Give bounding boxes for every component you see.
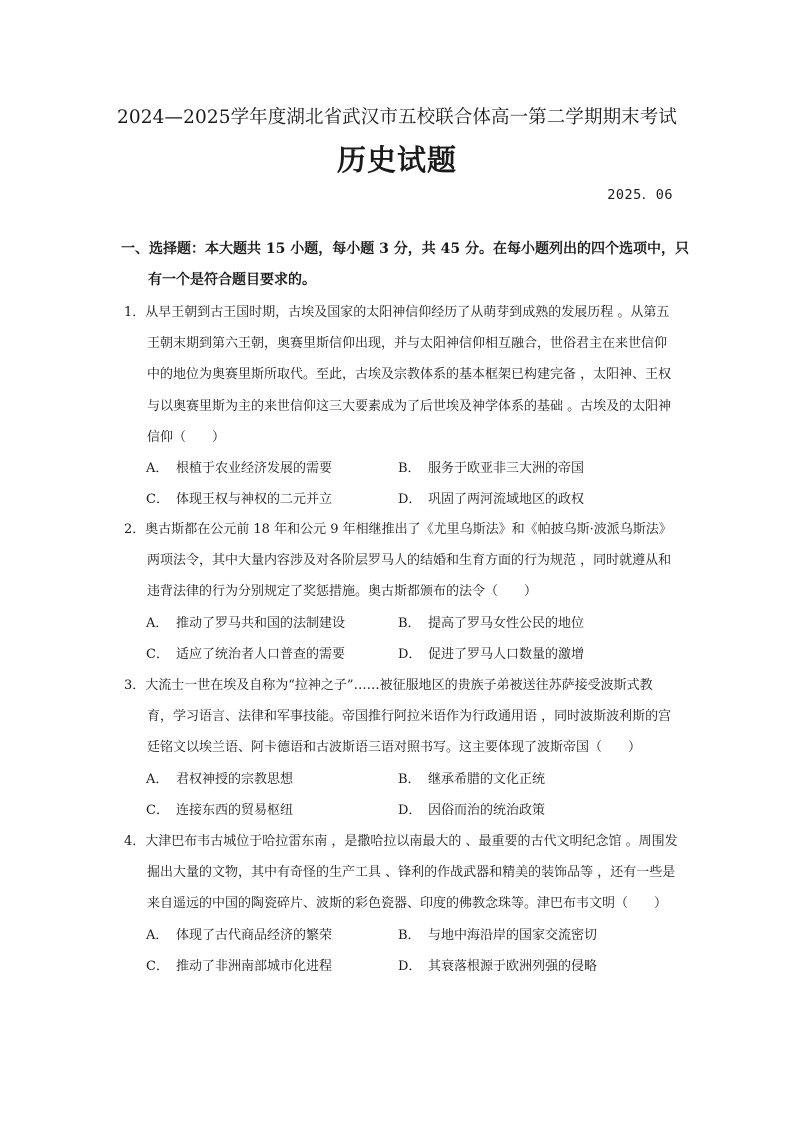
option-letter: A． <box>146 615 169 631</box>
option-text: 其衰落根源于欧洲列强的侵略 <box>428 958 598 974</box>
option-a[interactable] <box>146 920 398 951</box>
option-c[interactable] <box>146 639 398 670</box>
question-1 <box>124 297 680 515</box>
option-text: 继承希腊的文化正统 <box>428 771 546 787</box>
question-options <box>124 608 680 670</box>
option-d[interactable] <box>398 795 650 826</box>
option-c[interactable] <box>146 484 398 515</box>
option-text: 适应了统治者人口普查的需要 <box>176 646 346 662</box>
question-stem-line: 信仰（ ） <box>147 429 226 445</box>
option-letter: B． <box>398 461 421 477</box>
exam-title: 2024—2025学年度湖北省武汉市五校联合体高一第二学期期末考试 <box>117 107 677 128</box>
option-letter: C． <box>146 958 169 974</box>
option-letter: B． <box>398 771 421 787</box>
option-letter: D． <box>398 958 422 974</box>
option-text: 连接东西的贸易枢纽 <box>176 802 294 818</box>
question-2 <box>124 514 680 670</box>
question-stem-line: 3．大流士一世在埃及自称为“拉神之子”……被征服地区的贵族子弟被送往苏萨接受波斯式教 <box>124 678 653 693</box>
option-a[interactable] <box>146 608 398 639</box>
option-letter: A． <box>146 927 169 943</box>
option-text: 提高了罗马女性公民的地位 <box>428 615 585 631</box>
question-stem-line: 来自遥远的中国的陶瓷碎片、波斯的彩色瓷器、印度的佛教念珠等。津巴布韦文明（ ） <box>147 896 668 912</box>
option-text: 促进了罗马人口数量的激增 <box>428 646 585 662</box>
option-letter: A． <box>146 771 169 787</box>
option-text: 体现王权与神权的二元并立 <box>176 492 333 508</box>
option-letter: C． <box>146 802 169 818</box>
option-letter: B． <box>398 927 421 943</box>
question-stem-line: 违背法律的行为分别规定了奖惩措施。奥古斯都颁布的法令（ ） <box>147 584 538 600</box>
option-b[interactable] <box>398 764 650 795</box>
option-text: 与地中海沿岸的国家交流密切 <box>428 927 598 943</box>
section-instructions-line: 一、选择题：本大题共 15 小题，每小题 3 分，共 45 分。在每小题列出的四个选项中，只 <box>121 241 689 257</box>
question-4 <box>124 826 680 982</box>
option-letter: D． <box>398 492 422 508</box>
section-instructions-line: 有一个是符合题目要求的。 <box>148 272 316 288</box>
option-d[interactable] <box>398 639 650 670</box>
question-options <box>124 453 680 515</box>
option-text: 根植于农业经济发展的需要 <box>176 461 333 477</box>
option-letter: C． <box>146 646 169 662</box>
option-letter: D． <box>398 646 422 662</box>
question-stem-line: 2．奥古斯都在公元前 18 年和公元 9 年相继推出了《尤里乌斯法》和《帕披乌斯·波派乌斯法》 <box>124 522 672 537</box>
exam-date: 2025．06 <box>607 187 673 203</box>
question-stem-line: 两项法令，其中大量内容涉及对各阶层罗马人的结婚和生育方面的行为规范 ，同时就遵从和 <box>147 553 672 569</box>
option-text: 推动了非洲南部城市化进程 <box>176 958 333 974</box>
option-d[interactable] <box>398 484 650 515</box>
question-stem-line: 与以奥赛里斯为主的来世信仰这三大要素成为了后世埃及神学体系的基础 。古埃及的太阳神 <box>147 398 672 414</box>
question-options <box>124 764 680 826</box>
option-text: 巩固了两河流域地区的政权 <box>428 492 585 508</box>
option-a[interactable] <box>146 764 398 795</box>
option-a[interactable] <box>146 453 398 484</box>
option-b[interactable] <box>398 453 650 484</box>
subject-title: 历史试题 <box>336 143 457 177</box>
option-letter: C． <box>146 492 169 508</box>
question-stem-line: 廷铭文以埃兰语、阿卡德语和古波斯语三语对照书写。这主要体现了波斯帝国（ ） <box>147 740 642 756</box>
option-text: 因俗而治的统治政策 <box>428 802 546 818</box>
option-letter: A． <box>146 461 169 477</box>
section-instructions <box>121 234 689 296</box>
question-options <box>124 920 680 982</box>
option-b[interactable] <box>398 608 650 639</box>
option-c[interactable] <box>146 951 398 982</box>
question-stem-line: 王朝末期到第六王朝，奥赛里斯信仰出现，并与太阳神信仰相互融合，世俗君主在来世信仰 <box>147 336 668 352</box>
option-text: 推动了罗马共和国的法制建设 <box>176 615 346 631</box>
option-text: 服务于欧亚非三大洲的帝国 <box>428 461 585 477</box>
option-d[interactable] <box>398 951 650 982</box>
question-stem-line: 中的地位为奥赛里斯所取代。至此，古埃及宗教体系的基本框架已构建完备 ，太阳神、王权 <box>147 367 672 383</box>
question-stem-line: 育，学习语言、法律和军事技能。帝国推行阿拉米语作为行政通用语 ，同时波斯波利斯的宫 <box>147 709 672 725</box>
option-b[interactable] <box>398 920 650 951</box>
option-text: 君权神授的宗教思想 <box>176 771 294 787</box>
option-letter: D． <box>398 802 422 818</box>
option-c[interactable] <box>146 795 398 826</box>
option-text: 体现了古代商品经济的繁荣 <box>176 927 333 943</box>
question-3 <box>124 670 680 826</box>
question-stem-line: 掘出大量的文物，其中有奇怪的生产工具 、锋利的作战武器和精美的装饰品等 ，还有一些是 <box>147 865 676 881</box>
question-stem-line: 4．大津巴布韦古城位于哈拉雷东南 ，是撒哈拉以南最大的 、最重要的古代文明纪念馆 。周围发 <box>124 834 678 849</box>
question-stem-line: 1．从早王朝到古王国时期，古埃及国家的太阳神信仰经历了从萌芽到成熟的发展历程 。从第五 <box>124 305 670 320</box>
option-letter: B． <box>398 615 421 631</box>
